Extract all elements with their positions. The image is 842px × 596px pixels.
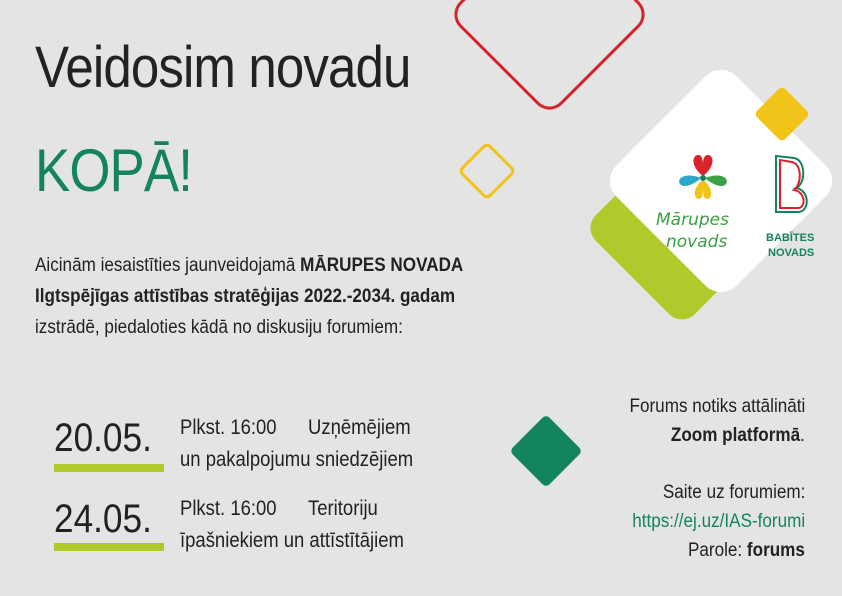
intro-bold-municipality: MĀRUPES NOVADA xyxy=(300,255,464,276)
forum-link[interactable]: https://ej.uz/IAS-forumi xyxy=(632,511,805,532)
forum-platform-name: Zoom platformā xyxy=(671,425,801,446)
event-date: 24.05. xyxy=(54,497,152,541)
date-underline xyxy=(54,464,164,472)
forum-password-value: forums xyxy=(747,540,805,561)
yellow-diamond-outline-decoration xyxy=(457,141,516,200)
event-topic-line2: īpašniekiem un attīstītājiem xyxy=(180,529,404,552)
headline-line2: KOPĀ! xyxy=(35,137,192,204)
babites-logo-text: BABĪTES xyxy=(766,232,815,244)
event-topic-line1: Teritoriju xyxy=(308,497,378,520)
red-diamond-decoration xyxy=(447,0,652,117)
novads-logo-text: novads xyxy=(666,232,728,252)
intro-text-1: Aicinām iesaistīties jaunveidojamā xyxy=(35,255,301,276)
forum-link-label: Saite uz forumiem: xyxy=(662,482,805,503)
babites-novads-logo-text: NOVADS xyxy=(768,247,815,259)
intro-bold-strategy: Ilgtspējīgas attīstības stratēģijas 2022.-2034. gadam xyxy=(35,286,456,307)
headline-line1: Veidosim novadu xyxy=(35,35,411,100)
intro-text-2: izstrādē, piedaloties kādā no diskusiju forumiem: xyxy=(35,317,403,338)
clover-icon xyxy=(672,152,734,204)
forum-platform-suffix: . xyxy=(800,425,805,446)
event-time: Plkst. 16:00 xyxy=(180,497,277,520)
forum-remote-text: Forums notiks attālināti xyxy=(629,396,805,417)
forum-password-label: Parole: xyxy=(688,540,748,561)
marupes-logo-text: Mārupes xyxy=(656,210,729,230)
intro-paragraph xyxy=(35,250,539,343)
forum-password xyxy=(688,540,805,562)
babites-b-icon xyxy=(770,152,814,218)
green-diamond-decoration xyxy=(509,414,583,488)
forum-platform xyxy=(671,425,805,447)
event-time: Plkst. 16:00 xyxy=(180,416,277,439)
event-date: 20.05. xyxy=(54,416,152,460)
event-topic-line2: un pakalpojumu sniedzējiem xyxy=(180,448,414,471)
date-underline xyxy=(54,543,164,551)
event-topic-line1: Uzņēmējiem xyxy=(308,416,411,439)
